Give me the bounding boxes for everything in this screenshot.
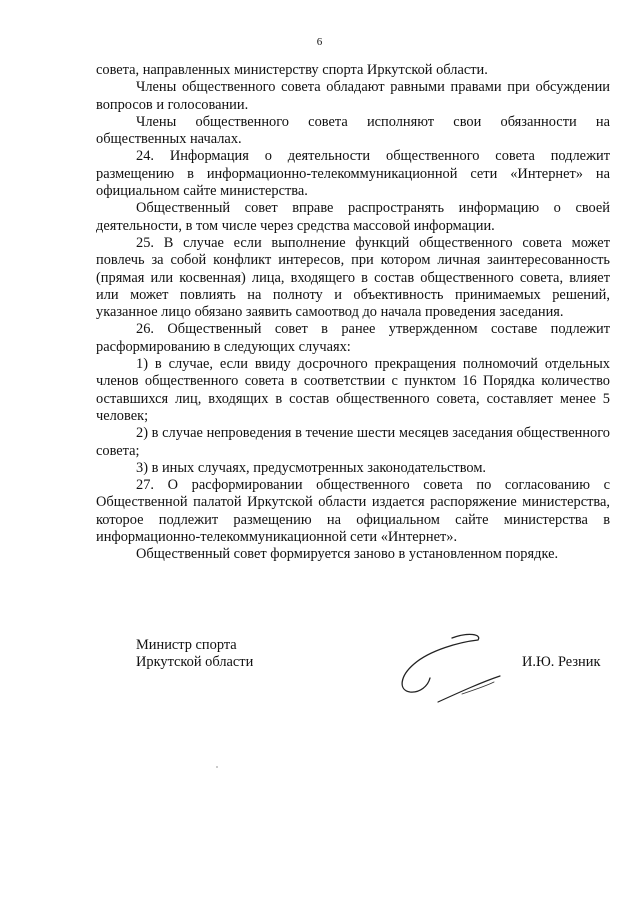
handwritten-signature bbox=[390, 620, 510, 720]
paragraph: 25. В случае если выполнение функций общественного совета может повлечь за собой конфликт интересов, при котором личная заинтересованность (прямая или косвенная) лица, входящего в состав общественного совета, влияет или может повлиять на полноту и объективность принимаемых решений, указанное лицо обязано заявить самоотвод до начала проведения заседания. bbox=[96, 234, 610, 321]
page-number: 6 bbox=[316, 36, 323, 48]
paragraph: 2) в случае непроведения в течение шести месяцев заседания общественного совета; bbox=[96, 425, 610, 459]
paragraph: Общественный совет формируется заново в установленном порядке. bbox=[136, 546, 559, 563]
paragraph: Общественный совет вправе распространять информацию о своей деятельности, в том числе через средства массовой информации. bbox=[96, 200, 610, 234]
paragraph: Члены общественного совета обладают равными правами при обсуждении вопросов и голосовании. bbox=[96, 79, 610, 113]
document-body bbox=[96, 62, 610, 564]
scan-speck bbox=[216, 766, 218, 768]
paragraph: 1) в случае, если ввиду досрочного прекращения полномочий отдельных членов общественного совета в соответствии с пунктом 16 Порядка количество оставшихся лиц, входящих в состав общественного совета, составляет менее 5 человек; bbox=[96, 356, 610, 424]
signatory-position-line1: Министр спорта bbox=[136, 637, 237, 653]
paragraph: 26. Общественный совет в ранее утвержденном составе подлежит расформированию в следующих случаях: bbox=[96, 321, 610, 355]
signatory-position-line2: Иркутской области bbox=[136, 654, 254, 671]
paragraph: совета, направленных министерству спорта Иркутской области. bbox=[96, 62, 488, 78]
signatory-name: И.Ю. Резник bbox=[522, 654, 601, 670]
paragraph: 27. О расформировании общественного совета по согласованию с Общественной палатой Иркутской области издается распоряжение министерства, которое подлежит размещению на официальном сайте министерства в информационно-телекоммуникационной сети «Интернет». bbox=[96, 477, 610, 546]
paragraph: Члены общественного совета исполняют свои обязанности на общественных началах. bbox=[96, 113, 610, 148]
signatory-position bbox=[136, 637, 253, 672]
paragraph: 3) в иных случаях, предусмотренных законодательством. bbox=[136, 459, 487, 476]
paragraph: 24. Информация о деятельности общественного совета подлежит размещению в информационно-телекоммуникационной сети «Интернет» на официальном сайте министерства. bbox=[96, 148, 610, 200]
